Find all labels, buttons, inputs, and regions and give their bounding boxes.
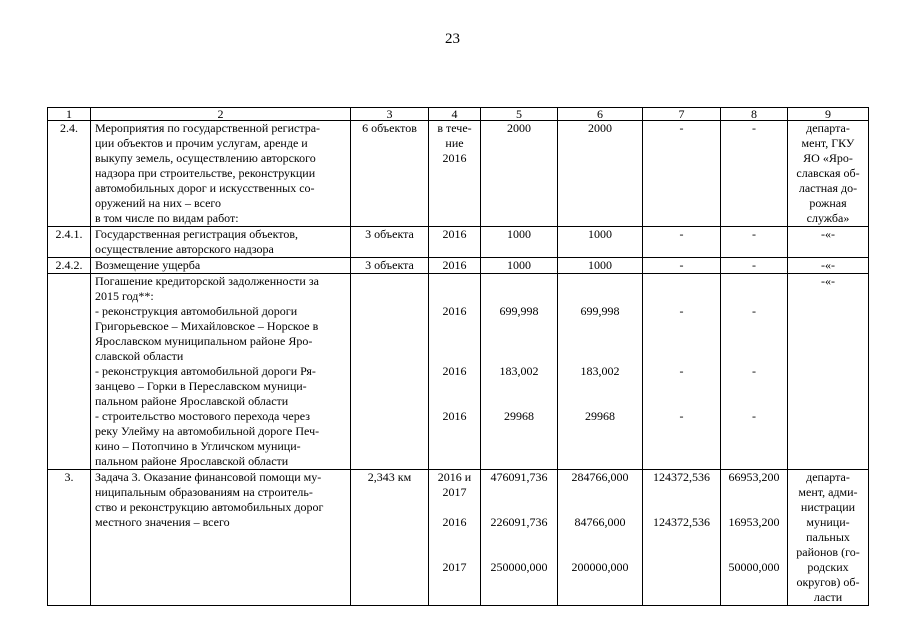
activity-description <box>91 470 351 606</box>
header-cell: 9 <box>788 108 869 121</box>
text-line: 2015 год**: <box>95 289 154 303</box>
executor-cell <box>788 121 869 227</box>
text-line: родских <box>807 560 849 574</box>
text-line: рожная <box>809 196 847 210</box>
quantity-cell: 2,343 км <box>351 470 429 606</box>
value-cell-6 <box>558 470 643 606</box>
text-line: Задача 3. Оказание финансовой помощи му- <box>95 470 322 484</box>
value-cell-7: - <box>643 258 721 274</box>
text-line: 250000,000 <box>490 560 548 574</box>
text-line: 2017 <box>442 485 467 499</box>
activity-description <box>91 121 351 227</box>
text-line: кино – Потопчино в Угличском муници- <box>95 439 301 453</box>
header-cell: 8 <box>721 108 788 121</box>
text-line: 84766,000 <box>574 515 626 529</box>
text-line: ласти <box>813 590 843 604</box>
header-cell: 3 <box>351 108 429 121</box>
header-cell: 4 <box>429 108 481 121</box>
value-cell-7: - <box>643 121 721 227</box>
quantity-cell: 6 объектов <box>351 121 429 227</box>
text-line: реку Улейму на автомобильной дороге Печ- <box>95 424 320 438</box>
text-line: 124372,536 <box>653 515 710 529</box>
text-line: 476091,736 <box>490 470 548 484</box>
text-line: оружений на них – всего <box>95 196 222 210</box>
text-line: 183,002 <box>580 364 620 378</box>
text-line: округов) об- <box>796 575 860 589</box>
text-line: 66953,200 <box>728 470 780 484</box>
text-line: 2016 <box>442 304 467 318</box>
text-line: районов (го- <box>796 545 860 559</box>
text-line: - строительство мостового перехода через <box>95 409 310 423</box>
value-cell-6 <box>558 274 643 470</box>
value-cell-8 <box>721 470 788 606</box>
text-line: Ярославском муниципальном районе Яро- <box>95 334 313 348</box>
value-cell-8: - <box>721 121 788 227</box>
text-line: 50000,000 <box>728 560 780 574</box>
text-line: Мероприятия по государственной регистра- <box>95 121 321 135</box>
text-line: - <box>752 304 756 318</box>
row-number: 2.4.2. <box>48 258 91 274</box>
value-cell-8: - <box>721 227 788 258</box>
text-line: - <box>752 409 756 423</box>
text-line: - <box>679 304 684 318</box>
row-number: 3. <box>48 470 91 606</box>
value-cell-8: - <box>721 258 788 274</box>
text-line: 29968 <box>585 409 615 423</box>
text-line: Погашение кредиторской задолженности за <box>95 274 319 288</box>
text-line: 2016 и <box>437 470 472 484</box>
text-line: - реконструкция автомобильной дороги <box>95 304 298 318</box>
text-line: мент, адми- <box>798 485 858 499</box>
text-line: 699,998 <box>580 304 620 318</box>
page-number: 23 <box>445 31 460 47</box>
value-cell-7 <box>643 470 721 606</box>
value-cell-5 <box>481 470 558 606</box>
period-cell <box>429 121 481 227</box>
table-row-2-4-1 <box>48 227 869 258</box>
program-table <box>47 107 869 606</box>
value-cell-7: - <box>643 227 721 258</box>
text-line: мент, ГКУ <box>801 136 855 150</box>
text-line: ластная до- <box>798 181 858 195</box>
header-cell: 1 <box>48 108 91 121</box>
activity-description <box>91 227 351 258</box>
quantity-cell: 3 объекта <box>351 258 429 274</box>
text-line: славская об- <box>796 166 860 180</box>
text-line: 124372,536 <box>653 470 710 484</box>
text-line: 2016 <box>442 151 467 165</box>
period-cell <box>429 274 481 470</box>
text-line: 2016 <box>442 409 467 423</box>
text-line: пальном районе Ярославской области <box>95 394 289 408</box>
text-line: славской области <box>95 349 184 363</box>
row-number: 2.4.1. <box>48 227 91 258</box>
activity-description <box>91 274 351 470</box>
text-line: 183,002 <box>499 364 539 378</box>
header-cell: 5 <box>481 108 558 121</box>
text-line: 2016 <box>442 515 467 529</box>
text-line: нистрации <box>800 500 856 514</box>
text-line: 200000,000 <box>571 560 629 574</box>
value-cell-7 <box>643 274 721 470</box>
text-line: 284766,000 <box>571 470 629 484</box>
executor-cell: -«- <box>788 274 869 470</box>
text-line: 226091,736 <box>490 515 548 529</box>
text-line: осуществление авторского надзора <box>95 242 274 256</box>
text-line: 699,998 <box>499 304 539 318</box>
text-line: 2017 <box>442 560 467 574</box>
table-row-3 <box>48 470 869 606</box>
executor-cell: -«- <box>788 227 869 258</box>
value-cell-5: 1000 <box>481 227 558 258</box>
header-cell: 2 <box>91 108 351 121</box>
text-line: - <box>679 409 684 423</box>
table-row-2-4-2 <box>48 258 869 274</box>
value-cell-8 <box>721 274 788 470</box>
text-line: ниципальным образованиям на строитель- <box>95 485 313 499</box>
value-cell-6: 1000 <box>558 227 643 258</box>
value-cell-5: 1000 <box>481 258 558 274</box>
executor-cell: -«- <box>788 258 869 274</box>
executor-cell <box>788 470 869 606</box>
value-cell-5 <box>481 274 558 470</box>
text-line: автомобильных дорог и искусственных со- <box>95 181 315 195</box>
text-line: в том числе по видам работ: <box>95 211 239 225</box>
row-number: 2.4. <box>48 121 91 227</box>
text-line: Государственная регистрация объектов, <box>95 227 299 241</box>
text-line: департа- <box>806 121 850 135</box>
text-line: 29968 <box>504 409 534 423</box>
text-line: - <box>679 364 684 378</box>
text-line: ции объектов и прочим услугам, аренде и <box>95 136 308 150</box>
table-row-debt <box>48 274 869 470</box>
table-row-2-4 <box>48 121 869 227</box>
value-cell-6: 1000 <box>558 258 643 274</box>
header-row <box>48 108 869 121</box>
activity-description: Возмещение ущерба <box>91 258 351 274</box>
period-cell <box>429 470 481 606</box>
value-cell-5: 2000 <box>481 121 558 227</box>
text-line: 16953,200 <box>728 515 780 529</box>
value-cell-6: 2000 <box>558 121 643 227</box>
period-cell: 2016 <box>429 227 481 258</box>
text-line: 2016 <box>442 364 467 378</box>
text-line: в тече- <box>437 121 472 135</box>
text-line: - <box>752 364 756 378</box>
text-line: департа- <box>806 470 850 484</box>
text-line: ство и реконструкцию автомобильных дорог <box>95 500 324 514</box>
text-line: пальных <box>806 530 850 544</box>
text-line: выкупу земель, осуществлению авторского <box>95 151 316 165</box>
quantity-cell <box>351 274 429 470</box>
row-number <box>48 274 91 470</box>
header-cell: 6 <box>558 108 643 121</box>
period-cell: 2016 <box>429 258 481 274</box>
text-line: местного значения – всего <box>95 515 230 529</box>
text-line: - реконструкция автомобильной дороги Ря- <box>95 364 316 378</box>
text-line: ЯО «Яро- <box>803 151 853 165</box>
text-line: занцево – Горки в Переславском муници- <box>95 379 307 393</box>
text-line: муници- <box>806 515 850 529</box>
text-line: служба» <box>806 211 850 225</box>
text-line: пальном районе Ярославской области <box>95 454 289 468</box>
quantity-cell: 3 объекта <box>351 227 429 258</box>
text-line: надзора при строительстве, реконструкции <box>95 166 316 180</box>
header-cell: 7 <box>643 108 721 121</box>
text-line: ние <box>445 136 464 150</box>
text-line: Григорьевское – Михайловское – Норское в <box>95 319 319 333</box>
